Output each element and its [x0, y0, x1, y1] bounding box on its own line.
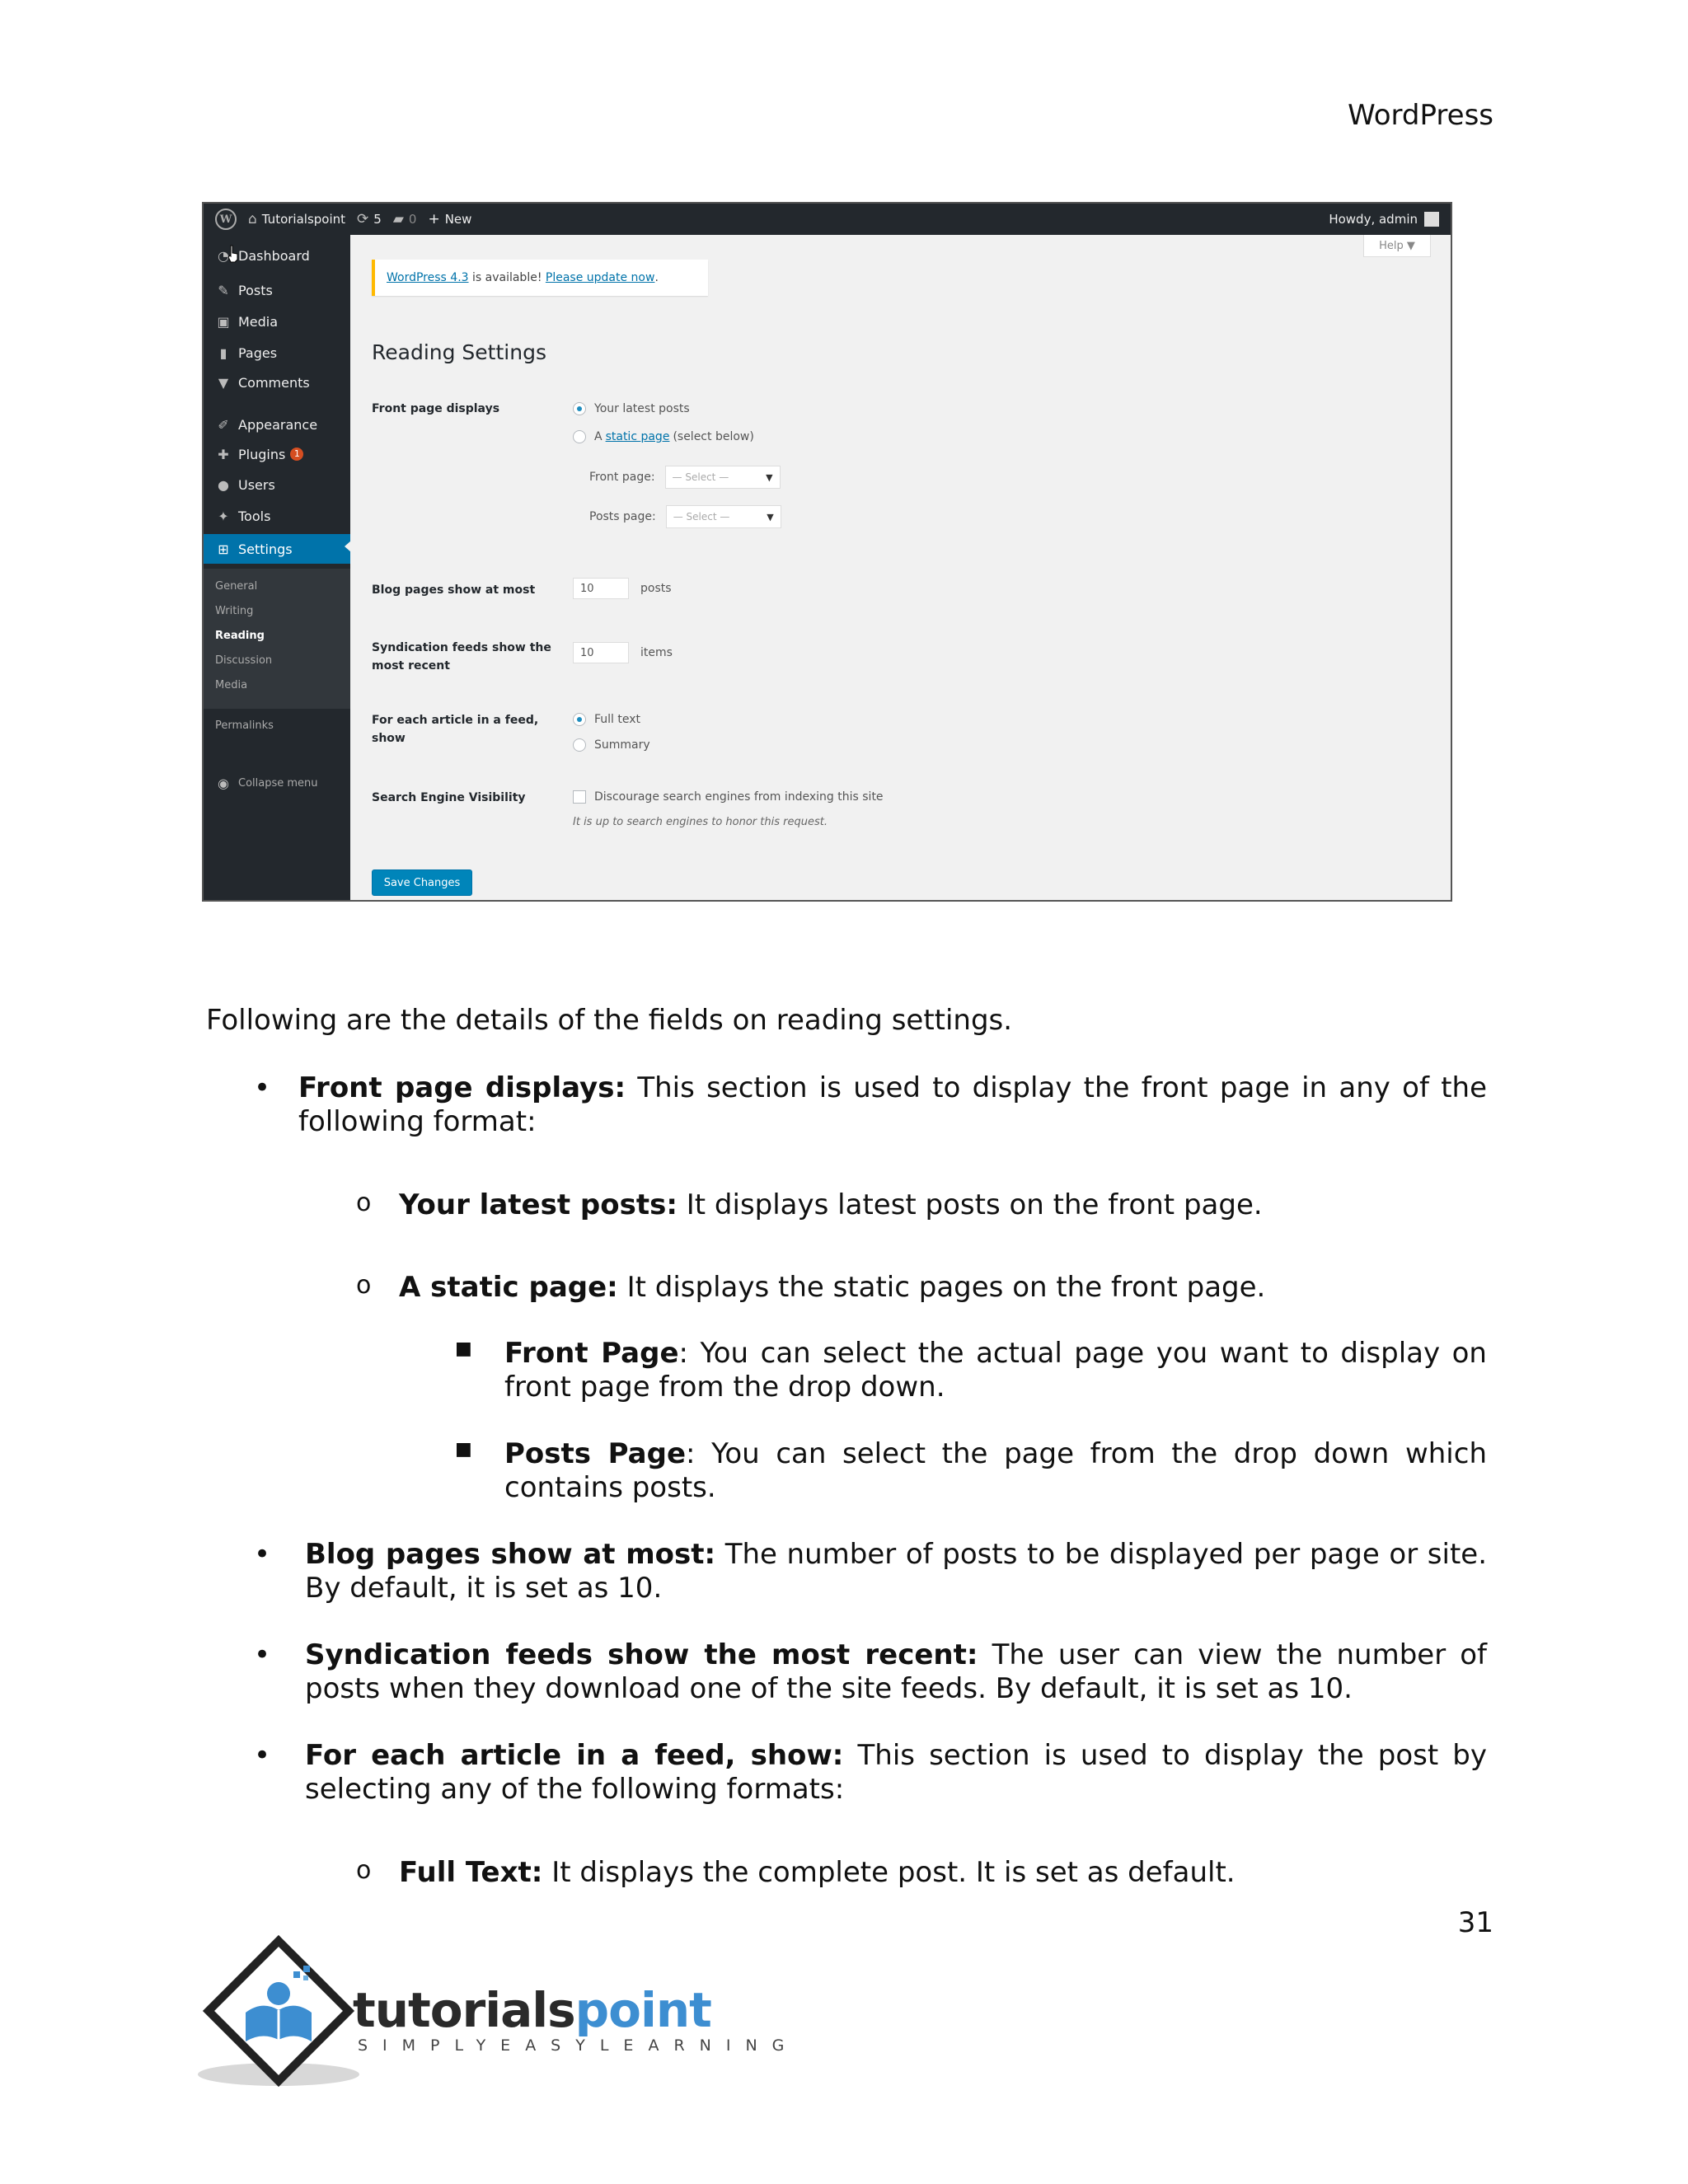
wordpress-version-link[interactable]: WordPress 4.3 [387, 271, 469, 284]
wp-logo-button[interactable] [215, 209, 237, 230]
bullet-front-page: Front Page: You can select the actual page you want to display on front page from the drop down. [504, 1337, 1487, 1404]
bullet-for-each-article: For each article in a feed, show: This section is used to display the post by selecting any of the following formats: [305, 1739, 1487, 1806]
admin-sidebar-menu [204, 235, 350, 900]
media-icon: ▣ [217, 313, 230, 330]
bullet-your-latest-posts: Your latest posts: It displays latest posts on the front page. [399, 1188, 1263, 1221]
checkbox-icon [573, 790, 586, 804]
posts-page-select[interactable]: — Select — ▼ [666, 505, 781, 528]
plugin-update-badge: 1 [290, 448, 303, 461]
syndication-feeds-row: 10 items [573, 642, 673, 663]
settings-icon: ⊞ [218, 541, 229, 557]
radio-unselected-icon [573, 738, 586, 752]
search-hint: It is up to search engines to honor this request. [573, 816, 828, 828]
syndication-feeds-input[interactable]: 10 [573, 642, 629, 663]
bullet-circle-icon: o [356, 1856, 372, 1885]
pin-icon: ✎ [218, 282, 229, 298]
wordpress-logo-icon: W [215, 209, 237, 230]
menu-item-posts[interactable]: ✎ Posts [204, 278, 350, 302]
radio-unselected-icon [573, 430, 586, 443]
menu-item-users[interactable]: ● Users [204, 472, 350, 497]
page-number: 31 [1457, 1906, 1493, 1939]
menu-item-pages[interactable]: ▮ Pages [204, 340, 350, 365]
radio-selected-icon [573, 402, 586, 415]
help-tab-button[interactable]: Help ▼ [1363, 235, 1431, 257]
bullet-disc-icon: • [254, 1071, 271, 1104]
bullet-blog-pages: Blog pages show at most: The number of posts to be displayed per page or site. By default, it is set as 10. [305, 1538, 1488, 1605]
wordpress-screenshot [202, 202, 1452, 902]
bullet-posts-page: Posts Page: You can select the page from the drop down which contains posts. [504, 1437, 1487, 1504]
front-page-displays-label: Front page displays [372, 402, 500, 415]
user-icon: ● [218, 476, 229, 493]
brush-icon: ✐ [218, 416, 229, 433]
collapse-menu-button[interactable]: ◉ Collapse menu [204, 771, 350, 795]
blog-pages-input[interactable]: 10 [573, 578, 629, 599]
menu-item-dashboard[interactable]: ◔ Dashboard [204, 243, 350, 268]
admin-bar [204, 204, 1451, 235]
submenu-writing[interactable]: Writing [215, 605, 254, 617]
save-changes-button[interactable]: Save Changes [372, 869, 472, 896]
intro-paragraph: Following are the details of the fields on reading settings. [206, 1004, 1013, 1037]
submenu-media[interactable]: Media [215, 679, 248, 691]
refresh-icon: ⟳ [357, 211, 369, 227]
radio-static-page[interactable]: A static page (select below) [573, 430, 754, 443]
menu-item-appearance[interactable]: ✐ Appearance [204, 412, 350, 437]
bullet-full-text: Full Text: It displays the complete post. It is set as default. [399, 1856, 1236, 1889]
menu-item-comments[interactable]: ▼ Comments [204, 370, 350, 395]
syndication-feeds-label: Syndication feeds show the most recent [372, 641, 551, 673]
home-icon: ⌂ [248, 211, 257, 227]
menu-item-settings[interactable]: ⊞ Settings [204, 534, 350, 564]
menu-item-tools[interactable]: ✦ Tools [204, 504, 350, 528]
bullet-a-static-page: A static page: It displays the static pages on the front page. [399, 1271, 1266, 1304]
bullet-disc-icon: • [254, 1638, 271, 1671]
discourage-search-checkbox[interactable]: Discourage search engines from indexing this site [573, 790, 884, 804]
running-header: WordPress [1348, 99, 1493, 132]
dashboard-icon: ◔ [218, 247, 229, 264]
posts-page-select-row: Posts page: — Select — ▼ [589, 505, 781, 528]
bullet-syndication-feeds: Syndication feeds show the most recent: The user can view the number of posts when they download one of the site feeds. By default, it is set as 10. [305, 1638, 1488, 1705]
updates-link[interactable]: ⟳ 5 [357, 211, 382, 227]
comment-bubble-icon: ▰ [392, 211, 404, 227]
radio-latest-posts[interactable]: Your latest posts [573, 402, 690, 415]
settings-content [350, 235, 1451, 900]
wrench-icon: ✦ [218, 508, 229, 524]
blog-pages-label: Blog pages show at most [372, 583, 536, 597]
bullet-square-icon: ■ [455, 1439, 472, 1460]
submenu-general[interactable]: General [215, 580, 258, 593]
radio-summary[interactable]: Summary [573, 738, 650, 752]
front-page-select[interactable]: — Select — ▼ [665, 466, 781, 489]
submenu-discussion[interactable]: Discussion [215, 654, 273, 667]
menu-item-media[interactable]: ▣ Media [204, 309, 350, 334]
article-feed-label: For each article in a feed, show [372, 714, 539, 745]
bullet-front-page-displays: Front page displays: This section is used to display the front page in any of the following format: [298, 1071, 1487, 1138]
collapse-icon: ◉ [218, 775, 229, 791]
tutorialspoint-logo [196, 1934, 799, 2091]
new-content-link[interactable]: + New [428, 211, 472, 227]
bullet-square-icon: ■ [455, 1338, 472, 1359]
static-page-link[interactable]: static page [605, 430, 670, 443]
blog-pages-row: 10 posts [573, 578, 672, 599]
update-notice: WordPress 4.3 is available! Please update now . [372, 260, 708, 296]
submenu-reading[interactable]: Reading [215, 630, 265, 642]
menu-item-plugins[interactable]: ✚ Plugins 1 [204, 442, 350, 466]
account-menu[interactable]: Howdy, admin [1329, 212, 1439, 227]
submenu-permalinks-label[interactable]: Permalinks [215, 719, 274, 732]
bullet-circle-icon: o [356, 1271, 372, 1300]
comments-link[interactable]: ▰ 0 [392, 211, 417, 227]
logo-wordmark: tutorialspoint [353, 1982, 711, 2038]
tutorialspoint-emblem-icon [196, 1934, 361, 2091]
plus-icon: + [428, 211, 440, 227]
logo-tagline: SIMPLYEASYLEARNING [358, 2036, 799, 2055]
dropdown-caret-icon: ▼ [766, 471, 773, 483]
plugin-icon: ✚ [218, 446, 229, 462]
comment-icon: ▼ [218, 374, 229, 391]
radio-full-text[interactable]: Full text [573, 713, 640, 726]
page-title: Reading Settings [372, 340, 546, 364]
bullet-circle-icon: o [356, 1188, 372, 1217]
site-name-link[interactable]: ⌂ Tutorialspoint [248, 211, 346, 227]
front-page-select-row: Front page: — Select — ▼ [589, 466, 781, 489]
update-now-link[interactable]: Please update now [545, 271, 655, 284]
settings-submenu [204, 569, 350, 709]
bullet-disc-icon: • [254, 1538, 271, 1571]
hand-cursor-icon [227, 245, 240, 263]
avatar [1424, 212, 1439, 227]
page-icon: ▮ [219, 344, 227, 361]
dropdown-caret-icon: ▼ [767, 511, 774, 523]
radio-selected-icon [573, 713, 586, 726]
search-visibility-label: Search Engine Visibility [372, 791, 526, 804]
bullet-disc-icon: • [254, 1739, 271, 1772]
